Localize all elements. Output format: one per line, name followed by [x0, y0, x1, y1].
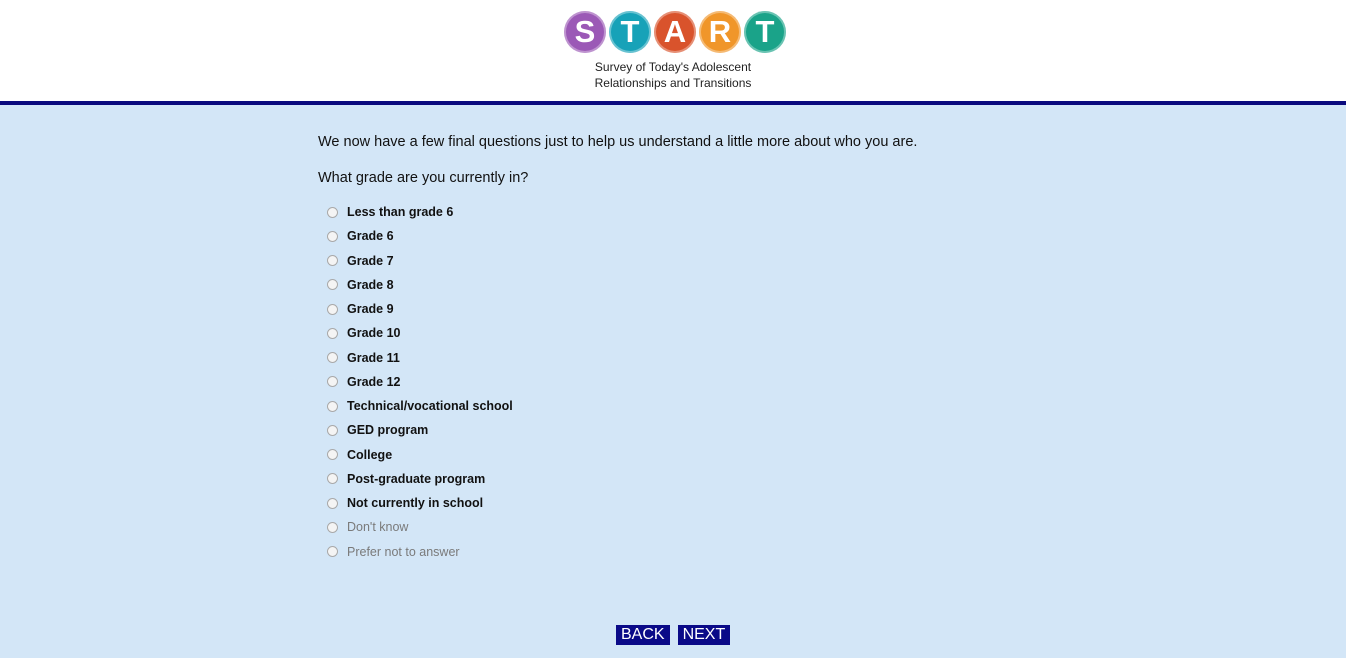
answer-option-label[interactable]: Grade 12	[347, 374, 401, 389]
radio-button[interactable]	[327, 425, 338, 436]
radio-button[interactable]	[327, 498, 338, 509]
answer-option[interactable]	[327, 297, 513, 321]
answer-option[interactable]	[327, 249, 513, 273]
radio-button[interactable]	[327, 546, 338, 557]
logo-letter-s: S	[564, 11, 606, 53]
answer-option-label[interactable]: Grade 7	[347, 253, 394, 268]
answer-option-label[interactable]: Post-graduate program	[347, 471, 486, 486]
answer-option[interactable]	[327, 394, 513, 418]
radio-button[interactable]	[327, 328, 338, 339]
answer-option-label[interactable]: Grade 8	[347, 277, 394, 292]
radio-button[interactable]	[327, 207, 338, 218]
logo-subtitle-line2: Relationships and Transitions	[594, 76, 752, 90]
answer-options	[327, 200, 513, 564]
answer-option-label[interactable]: College	[347, 447, 393, 462]
answer-option[interactable]	[327, 418, 513, 442]
next-button[interactable]: NEXT	[678, 625, 731, 645]
answer-option-label[interactable]: Less than grade 6	[347, 205, 454, 220]
radio-button[interactable]	[327, 279, 338, 290]
answer-option-label[interactable]: Prefer not to answer	[347, 544, 460, 559]
page-header	[0, 0, 1346, 105]
radio-button[interactable]	[327, 449, 338, 460]
answer-option[interactable]	[327, 370, 513, 394]
answer-option-label[interactable]: Grade 11	[347, 350, 400, 365]
answer-option-label[interactable]: Grade 6	[347, 229, 394, 244]
radio-button[interactable]	[327, 401, 338, 412]
answer-option[interactable]	[327, 200, 513, 224]
answer-option-label[interactable]: Technical/vocational school	[347, 399, 513, 414]
radio-button[interactable]	[327, 231, 338, 242]
answer-option[interactable]	[327, 443, 513, 467]
answer-option[interactable]	[327, 224, 513, 248]
answer-option-label[interactable]: Don't know	[347, 520, 409, 535]
logo-letter-t: T	[609, 11, 651, 53]
answer-option[interactable]	[327, 540, 513, 564]
answer-option[interactable]	[327, 346, 513, 370]
radio-button[interactable]	[327, 304, 338, 315]
answer-option[interactable]	[327, 491, 513, 515]
question-text: What grade are you currently in?	[318, 170, 529, 186]
answer-option[interactable]	[327, 515, 513, 539]
start-logo	[562, 10, 784, 94]
logo-subtitle	[562, 59, 784, 91]
logo-letter-t2: T	[744, 11, 786, 53]
answer-option-label[interactable]: Grade 9	[347, 302, 394, 317]
answer-option[interactable]	[327, 321, 513, 345]
radio-button[interactable]	[327, 522, 338, 533]
logo-letter-a: A	[654, 11, 696, 53]
radio-button[interactable]	[327, 255, 338, 266]
answer-option-label[interactable]: Grade 10	[347, 326, 401, 341]
logo-letters	[564, 11, 786, 53]
navigation-buttons	[616, 625, 730, 645]
radio-button[interactable]	[327, 352, 338, 363]
answer-option[interactable]	[327, 467, 513, 491]
logo-subtitle-line1: Survey of Today's Adolescent	[594, 60, 752, 74]
intro-text: We now have a few final questions just to help us understand a little more about who you are.	[318, 134, 918, 150]
answer-option-label[interactable]: GED program	[347, 423, 429, 438]
radio-button[interactable]	[327, 473, 338, 484]
answer-option[interactable]	[327, 273, 513, 297]
radio-button[interactable]	[327, 376, 338, 387]
back-button[interactable]: BACK	[616, 625, 670, 645]
answer-option-label[interactable]: Not currently in school	[347, 496, 484, 511]
logo-letter-r: R	[699, 11, 741, 53]
